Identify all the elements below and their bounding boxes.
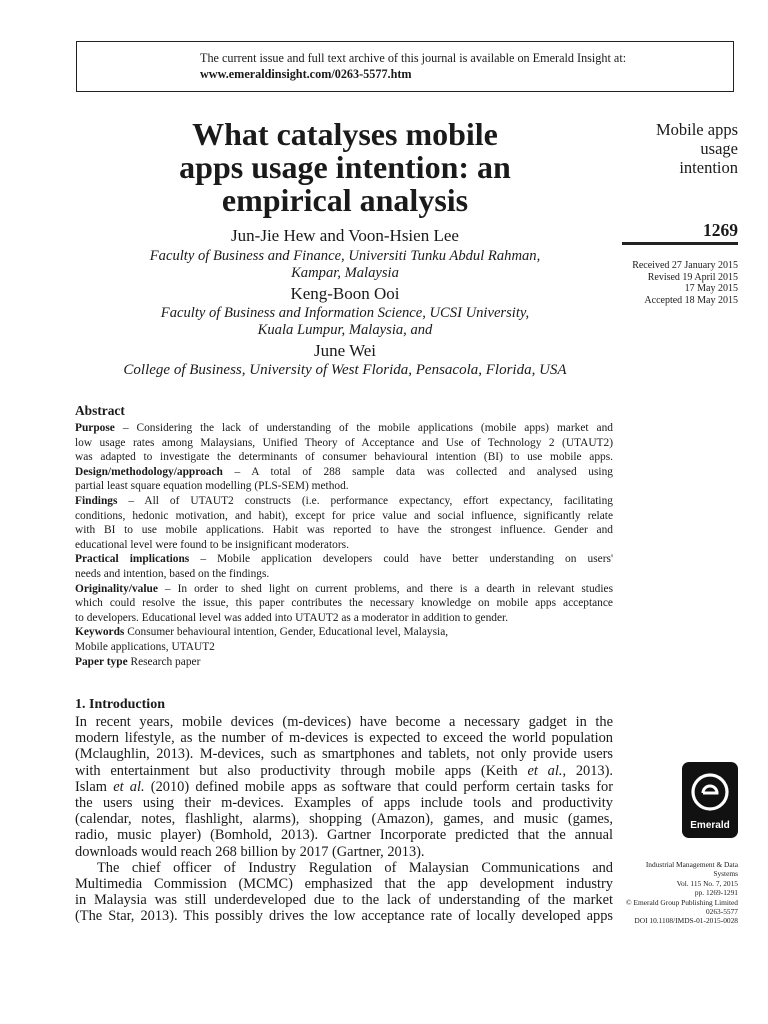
body-line: The chief officer of Industry Regulation of Malaysian Communications and xyxy=(97,859,613,876)
author-group-2: Keng-Boon Ooi xyxy=(290,284,400,303)
date-received: Received 27 January 2015 xyxy=(632,260,738,271)
running-title-line: usage xyxy=(700,139,738,158)
abstract-line: Mobile applications, UTAUT2 xyxy=(75,640,215,653)
date-revised: 17 May 2015 xyxy=(684,283,738,294)
affiliation-line: Faculty of Business and Finance, Universiti Tunku Abdul Rahman, xyxy=(149,248,541,264)
abstract-text: – In order to shed light on current problems, and there is a dearth in relevant studies xyxy=(157,582,613,595)
citation-etal: et al. xyxy=(113,778,145,795)
abstract-body xyxy=(75,421,613,669)
affiliation-line: Kampar, Malaysia xyxy=(291,265,399,281)
practical-label: Practical implications xyxy=(75,553,190,566)
page-number: 1269 xyxy=(703,220,738,240)
journal-volume: Vol. 115 No. 7, 2015 xyxy=(676,878,738,888)
abstract-line: with BI to use mobile applications. Habit was reported to have the strongest influence. Gender and xyxy=(75,524,613,537)
submission-dates xyxy=(600,260,738,306)
paper-title-line: What catalyses mobile xyxy=(192,116,498,152)
abstract-line: was adapted to investigate the determinants of consumer behavioural intention (BI) to use mobile apps. xyxy=(75,451,613,464)
body-line: (Mclaughlin, 2013). M-devices, such as smartphones and tablets, not only provide users xyxy=(75,746,613,763)
abstract-line: which could resolve the issue, this paper contributes the necessary knowledge on mobile apps acceptance xyxy=(75,597,613,610)
abstract-line: educational level were found to be insignificant moderators. xyxy=(75,538,349,551)
abstract-line xyxy=(75,494,613,509)
abstract-line xyxy=(75,655,613,670)
date-revised: Revised 19 April 2015 xyxy=(647,271,738,283)
journal-pages: pp. 1269-1291 xyxy=(694,888,738,898)
paper-title-line: apps usage intention: an xyxy=(179,149,511,185)
abstract-line: partial least square equation modelling (PLS-SEM) method. xyxy=(75,480,349,493)
body-line: downloads would reach 268 billion by 2017 (Gartner, 2013). xyxy=(75,843,425,860)
affiliation-3 xyxy=(65,362,625,379)
running-title-line: intention xyxy=(679,158,738,177)
journal-url-link[interactable]: www.emeraldinsight.com/0263-5577.htm xyxy=(200,67,412,81)
journal-name: Systems xyxy=(713,869,738,879)
abstract-line xyxy=(75,625,613,640)
introduction-body xyxy=(75,714,613,925)
paper-type-label: Paper type xyxy=(75,655,128,668)
body-line: (calendar, notes, flashlight, alarms), shopping (Amazon), games, and music (games, xyxy=(75,811,613,828)
body-text: Islam xyxy=(75,778,114,795)
body-line: the users using their m-devices. Examples of apps include tools and productivity xyxy=(75,795,613,812)
body-line: radio, music player) (Bomhold, 2013). Gartner Incorporate predicted that the annual xyxy=(75,827,613,844)
abstract-text: – Mobile application developers could have better understanding on users' xyxy=(189,553,613,566)
abstract-line xyxy=(75,421,613,436)
section-heading-introduction: 1. Introduction xyxy=(75,697,165,712)
running-title xyxy=(610,120,738,177)
emerald-logo-text: Emerald xyxy=(690,820,730,831)
body-line: modern lifestyle, as the number of m-devices is expected to exceed the world population xyxy=(75,730,613,747)
abstract-text: – A total of 288 sample data was collected and analysed using xyxy=(222,465,613,478)
body-text: (2010) defined mobile apps as software that could perform certain tasks for xyxy=(144,778,614,795)
abstract-text: – All of UTAUT2 constructs (i.e. performance expectancy, effort expectancy, facilitating xyxy=(117,494,613,507)
abstract-heading: Abstract xyxy=(75,403,125,418)
journal-notice-text: The current issue and full text archive of this journal is available on Emerald Insight at: xyxy=(200,51,627,65)
body-line: in Malaysia was still underdeveloped due to the lack of understanding of the market xyxy=(75,892,613,909)
affiliation-line: College of Business, University of West Florida, Pensacola, Florida, USA xyxy=(123,362,567,378)
abstract-text: – Considering the lack of understanding of the mobile applications (mobile apps) market and xyxy=(114,422,613,434)
abstract-line: low usage rates among Malaysians, Unified Theory of Acceptance and Use of Technology 2 (UTAUT2) xyxy=(75,436,613,449)
originality-label: Originality/value xyxy=(75,582,158,595)
abstract-line: needs and intention, based on the findings. xyxy=(75,567,270,580)
author-group-1: Jun-Jie Hew and Voon-Hsien Lee xyxy=(231,226,459,245)
abstract-line xyxy=(75,552,613,567)
body-line xyxy=(75,779,613,795)
abstract-line xyxy=(75,582,613,597)
abstract-line xyxy=(75,465,613,480)
design-label: Design/methodology/approach xyxy=(75,465,223,478)
citation-etal: et al. xyxy=(527,762,563,779)
running-title-line: Mobile apps xyxy=(655,120,738,139)
affiliation-2 xyxy=(65,305,625,339)
findings-label: Findings xyxy=(75,494,118,507)
abstract-text: Research paper xyxy=(127,655,201,668)
purpose-label: Purpose xyxy=(75,422,115,434)
abstract-line: to developers. Educational level was added into UTAUT2 as a moderator in addition to gender. xyxy=(75,611,509,624)
abstract-text: Consumer behavioural intention, Gender, Educational level, Malaysia, xyxy=(124,626,449,639)
journal-issn: 0263-5577 xyxy=(705,907,738,917)
author-group-3: June Wei xyxy=(313,341,377,360)
affiliation-1 xyxy=(65,248,625,282)
body-line: Multimedia Commission (MCMC) emphasized that the app development industry xyxy=(75,876,613,893)
affiliation-line: Faculty of Business and Information Science, UCSI University, xyxy=(160,305,530,321)
affiliation-line: Kuala Lumpur, Malaysia, and xyxy=(257,322,433,338)
journal-name: Industrial Management & Data xyxy=(645,860,738,869)
body-text: , 2013). xyxy=(562,762,613,779)
paper-title-line: empirical analysis xyxy=(221,182,469,218)
abstract-line: conditions, hedonic motivation, and habit), except for price value and social influence, significantly relate xyxy=(75,509,613,522)
body-text: with entertainment but also productivity through mobile apps (Keith xyxy=(75,762,528,779)
body-line: (The Star, 2013). This possibly drives the low acceptance rate of locally developed apps xyxy=(75,908,613,925)
body-line: In recent years, mobile devices (m-devices) have become a necessary gadget in the xyxy=(75,714,613,730)
paper-title xyxy=(110,118,580,217)
journal-citation-info xyxy=(600,860,738,926)
date-accepted: Accepted 18 May 2015 xyxy=(644,294,738,306)
page-number-rule xyxy=(622,242,738,245)
journal-doi[interactable]: DOI 10.1108/IMDS-01-2015-0028 xyxy=(634,916,738,926)
keywords-label: Keywords xyxy=(75,626,125,639)
body-line xyxy=(75,763,613,779)
journal-copyright: © Emerald Group Publishing Limited xyxy=(626,897,738,907)
